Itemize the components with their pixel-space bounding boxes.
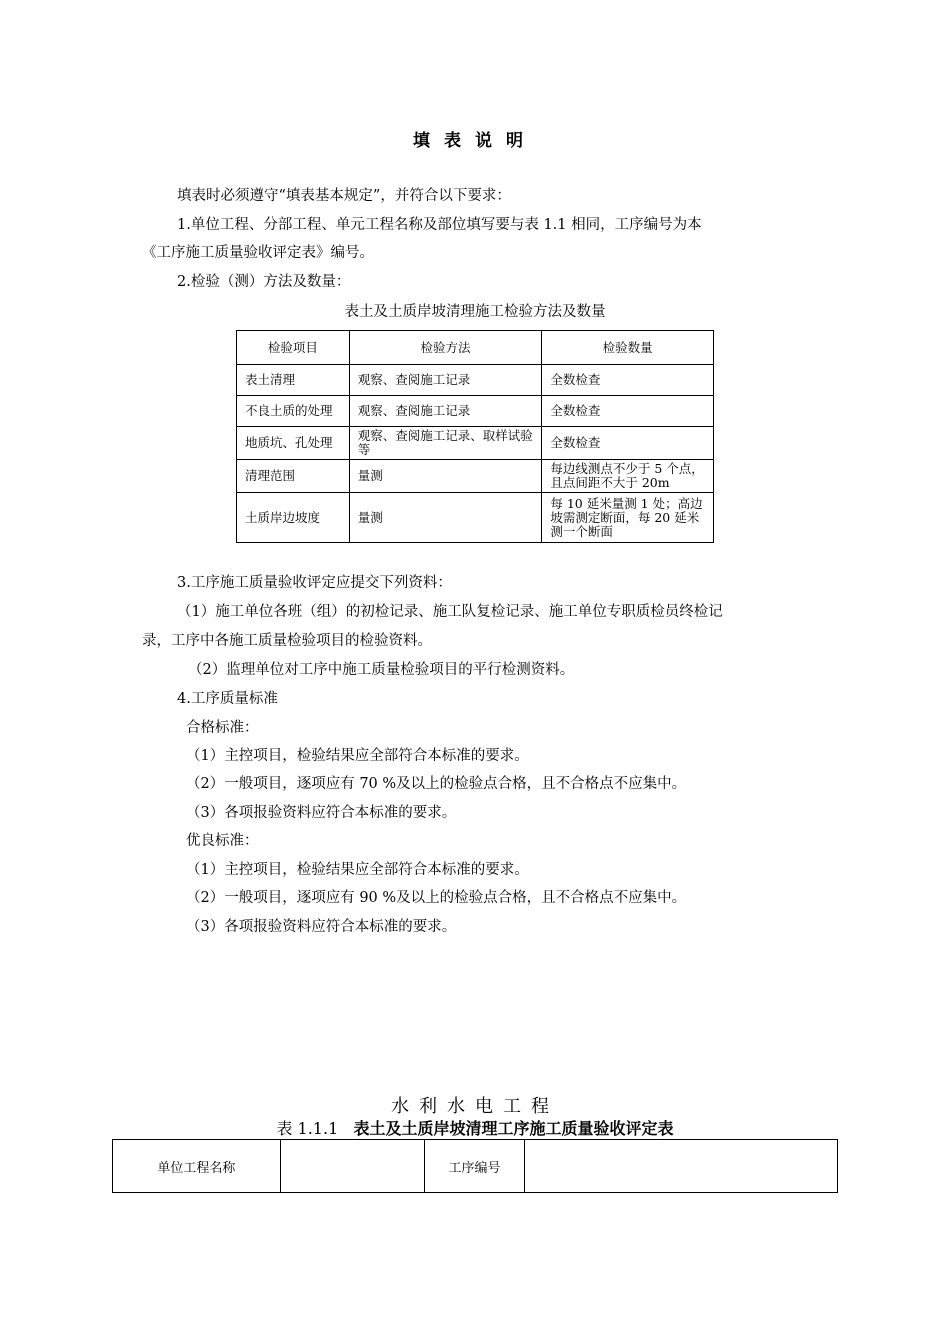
table-cell: 量测 [349,460,542,493]
table-cell: 全数检查 [542,365,714,396]
table-cell: 每 10 延米量测 1 处；高边坡需测定断面，每 20 延米测一个断面 [542,493,714,543]
form-table-number: 表 1.1.1 [276,1119,339,1138]
table-cell: 观察、查阅施工记录 [349,396,542,427]
table-cell: 全数检查 [542,396,714,427]
rule-1-line-2: 《工序施工质量验收评定表》编号。 [142,245,374,261]
table-cell: 地质坑、孔处理 [237,427,350,460]
table-header-cell: 检验项目 [237,331,350,365]
excellent-item: （3）各项报验资料应符合本标准的要求。 [186,919,457,935]
table-cell: 量测 [349,493,542,543]
excellent-standard-heading: 优良标准： [186,833,259,849]
evaluation-form-table [112,1139,838,1193]
form-main-title: 水利水电工程 [391,1096,559,1117]
section3-item1-line1: （1）施工单位各班（组）的初检记录、施工队复检记录、施工单位专职质检员终检记 [177,604,723,620]
pass-item: （1）主控项目，检验结果应全部符合本标准的要求。 [186,748,529,764]
table1-caption: 表土及土质岸坡清理施工检验方法及数量 [344,304,606,320]
table-cell: 每边线测点不少于 5 个点，且点间距不大于 20m [542,460,714,493]
unit-project-name-field[interactable] [280,1140,424,1193]
table-header-cell: 检验数量 [542,331,714,365]
table-cell: 观察、查阅施工记录 [349,365,542,396]
table-header-cell: 检验方法 [349,331,542,365]
inspection-method-table [236,330,714,543]
table-cell: 全数检查 [542,427,714,460]
process-number-field[interactable] [525,1140,838,1193]
form-table-caption [0,1116,950,1139]
pass-standard-heading: 合格标准： [186,720,259,736]
section3-item1-line2: 录，工序中各施工质量检验项目的检验资料。 [142,633,432,649]
unit-project-name-label: 单位工程名称 [113,1140,281,1193]
rule-1-line-1: 1.单位工程、分部工程、单元工程名称及部位填写要与表 1.1 相同，工序编号为本 [177,217,702,233]
excellent-item: （1）主控项目，检验结果应全部符合本标准的要求。 [186,862,529,878]
table-cell: 清理范围 [237,460,350,493]
form-table-title: 表土及土质岸坡清理工序施工质量验收评定表 [353,1119,674,1138]
rule-2-heading: 2.检验（测）方法及数量： [177,274,351,290]
section3-heading: 3.工序施工质量验收评定应提交下列资料： [177,575,452,591]
table-cell: 不良土质的处理 [237,396,350,427]
pass-item: （2）一般项目，逐项应有 70 %及以上的检验点合格，且不合格点不应集中。 [186,776,687,792]
table-cell: 表土清理 [237,365,350,396]
section4-heading: 4.工序质量标准 [177,691,278,707]
page-title: 填表说明 [413,131,537,151]
table-cell: 观察、查阅施工记录、取样试验等 [349,427,542,460]
intro-paragraph: 填表时必须遵守“填表基本规定”，并符合以下要求： [177,188,511,204]
excellent-item: （2）一般项目，逐项应有 90 %及以上的检验点合格，且不合格点不应集中。 [186,890,687,906]
pass-item: （3）各项报验资料应符合本标准的要求。 [186,805,457,821]
process-number-label: 工序编号 [424,1140,525,1193]
section3-item2: （2）监理单位对工序中施工质量检验项目的平行检测资料。 [188,662,575,678]
table-cell: 土质岸边坡度 [237,493,350,543]
